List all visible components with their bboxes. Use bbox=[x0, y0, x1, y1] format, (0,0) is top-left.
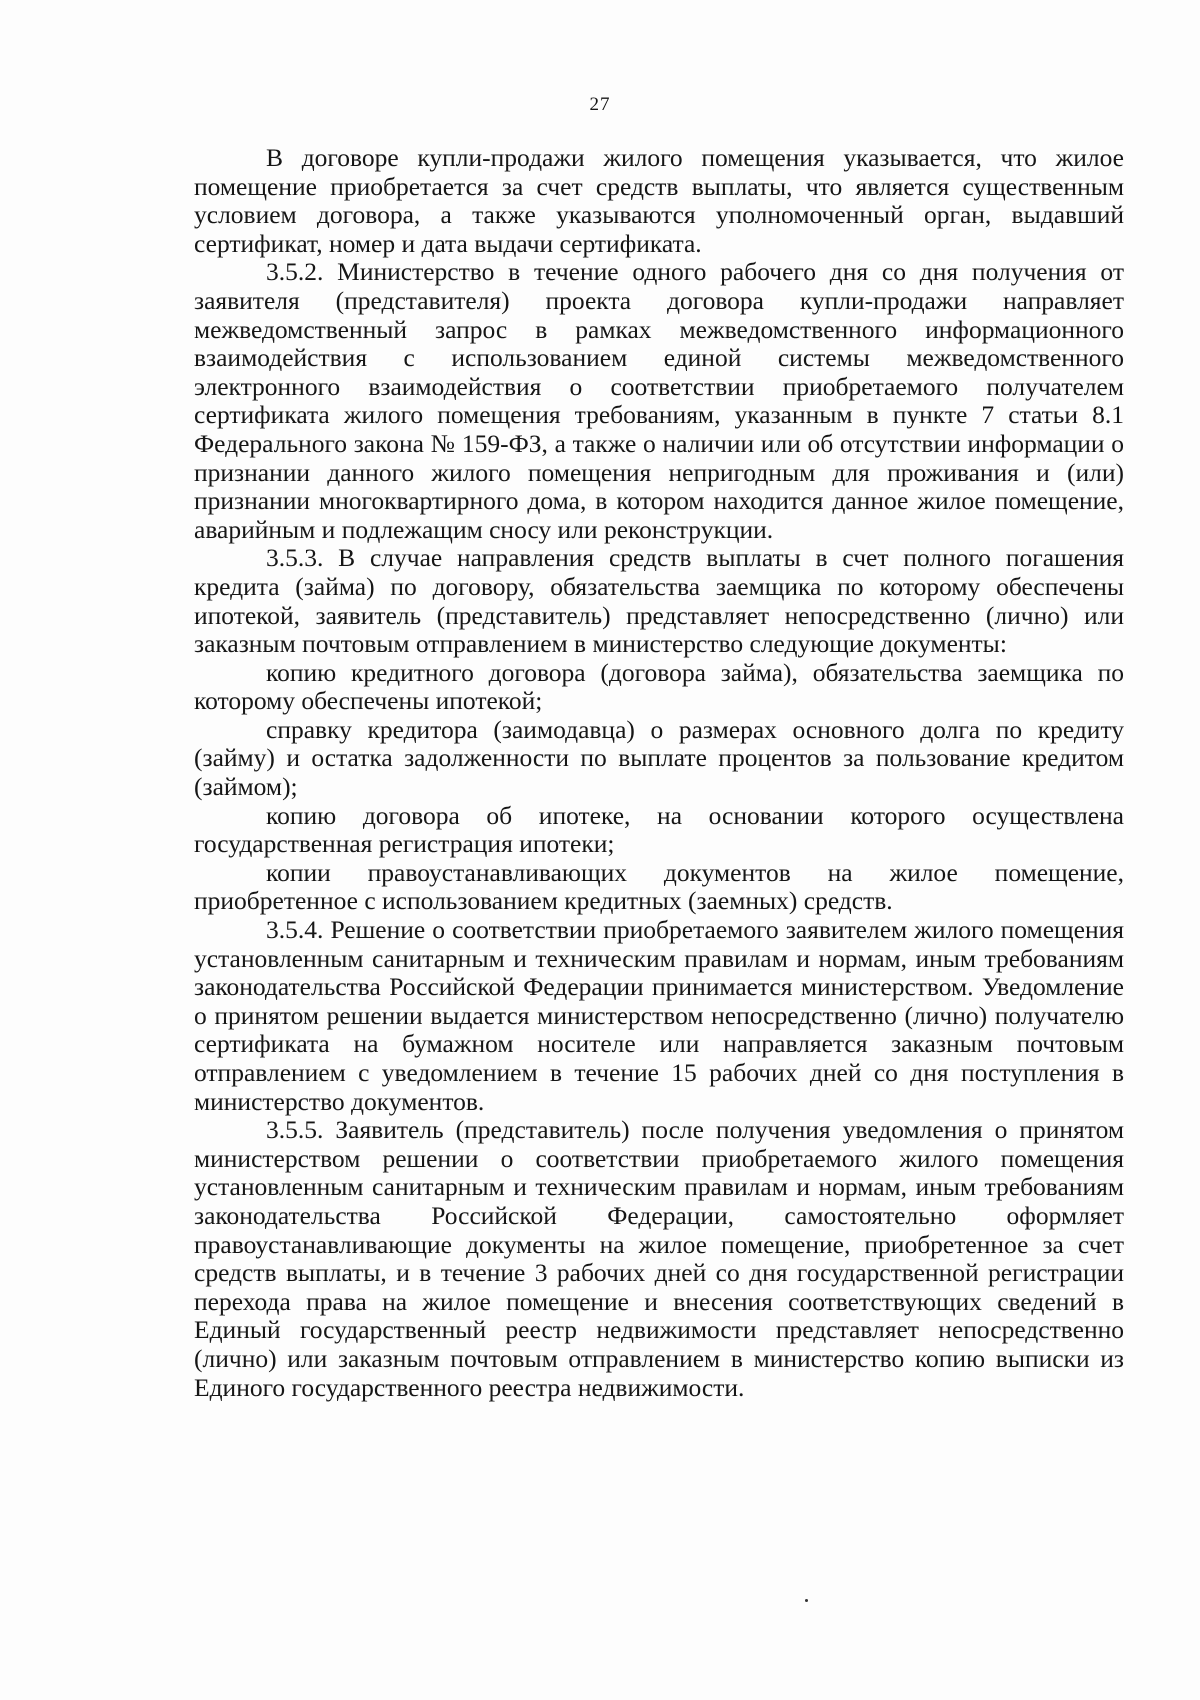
list-item-title-documents-copy: копии правоустанавливающих документов на жилое помещение, приобретенное с использованием кредитных (заемных) средств. bbox=[194, 857, 1124, 916]
document-body bbox=[194, 144, 1124, 1402]
list-item-creditor-statement: справку кредитора (заимодавца) о размерах основного долга по кредиту (займу) и остатка задолженности по выплате процентов за пользование кредитом (займом); bbox=[194, 714, 1124, 802]
paragraph-3-5-4: 3.5.4. Решение о соответствии приобретаемого заявителем жилого помещения установленным санитарным и техническим правилам и нормам, иным требованиям законодательства Российской Федерации принимается министерством. Уведомление о принятом решении выдается министерством непосредственно (лично) получателю сертификата на бумажном носителе или направляется заказным почтовым отправлением с уведомлением в течение 15 рабочих дней со дня поступления в министерство документов. bbox=[194, 915, 1124, 1116]
paragraph-3-5-2: 3.5.2. Министерство в течение одного рабочего дня со дня получения от заявителя (представителя) проекта договора купли-продажи направляет межведомственный запрос в рамках межведомственного информационного взаимодействия с использованием единой системы межведомственного электронного взаимодействия о соответствии приобретаемого получателем сертификата жилого помещения требованиям, указанным в пункте 7 статьи 8.1 Федерального закона № 159-ФЗ, а также о наличии или об отсутствии информации о признании данного жилого помещения непригодным для проживания и (или) признании многоквартирного дома, в котором находится данное жилое помещение, аварийным и подлежащим сносу или реконструкции. bbox=[194, 257, 1124, 544]
list-item-mortgage-agreement-copy: копию договора об ипотеке, на основании которого осуществлена государственная регистрация ипотеки; bbox=[194, 800, 1124, 859]
list-item-loan-agreement-copy: копию кредитного договора (договора займа), обязательства заемщика по которому обеспечены ипотекой; bbox=[194, 657, 1124, 716]
paragraph-3-5-3: 3.5.3. В случае направления средств выплаты в счет полного погашения кредита (займа) по договору, обязательства заемщика по которому обеспечены ипотекой, заявитель (представитель) представляет непосредственно (лично) или заказным почтовым отправлением в министерство следующие документы: bbox=[194, 543, 1124, 659]
paragraph-3-5-5: 3.5.5. Заявитель (представитель) после получения уведомления о принятом министерством решении о соответствии приобретаемого жилого помещения установленным санитарным и техническим правилам и нормам, иным требованиям законодательства Российской Федерации, самостоятельно оформляет правоустанавливающие документы на жилое помещение, приобретенное за счет средств выплаты, и в течение 3 рабочих дней со дня государственной регистрации перехода права на жилое помещение и внесения соответствующих сведений в Единый государственный реестр недвижимости представляет непосредственно (лично) или заказным почтовым отправлением в министерство копию выписки из Единого государственного реестра недвижимости. bbox=[194, 1115, 1124, 1402]
paragraph-contract-terms: В договоре купли-продажи жилого помещения указывается, что жилое помещение приобретается за счет средств выплаты, что является существенным условием договора, а также указываются уполномоченный орган, выдавший сертификат, номер и дата выдачи сертификата. bbox=[194, 143, 1124, 258]
page-number: 27 bbox=[589, 94, 611, 115]
scan-speck bbox=[805, 1599, 808, 1602]
